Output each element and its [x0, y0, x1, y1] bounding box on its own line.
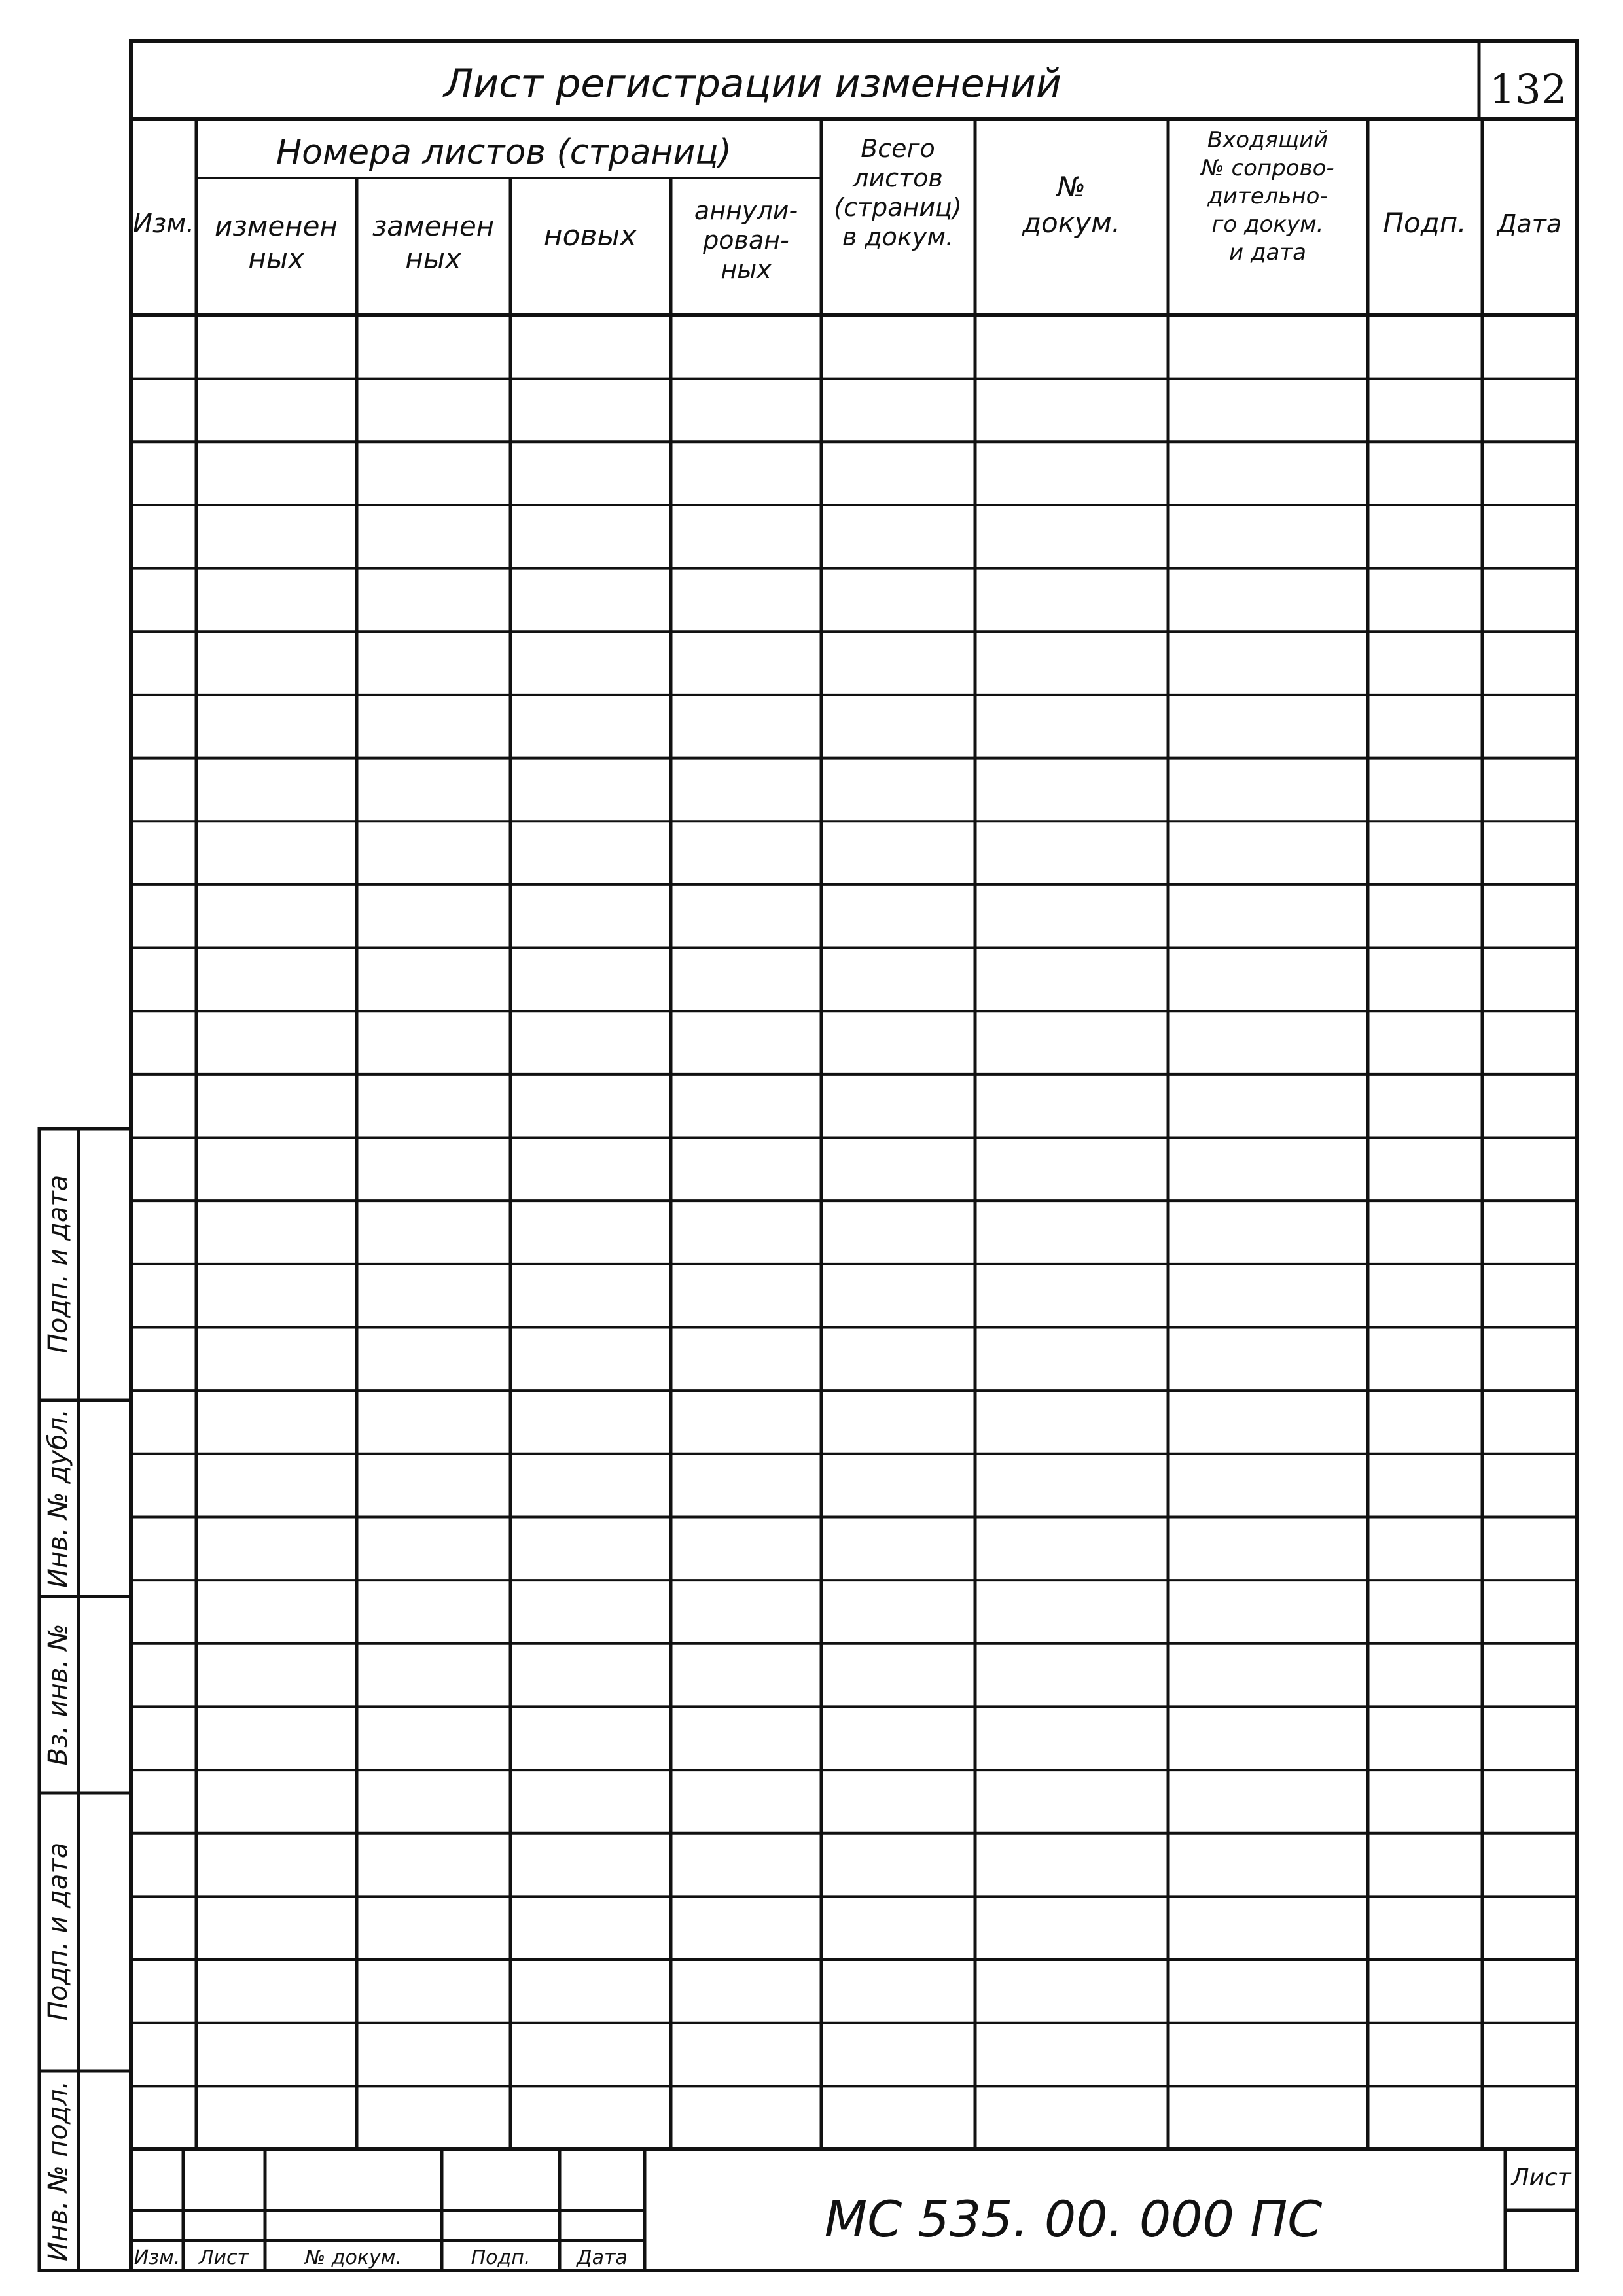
group-header-label: Номера листов (страниц) — [276, 133, 732, 172]
tb-list: Лист — [198, 2246, 249, 2269]
col-izmenennyh-line2: ных — [248, 243, 304, 275]
column-lines — [196, 119, 1482, 2149]
tb-data: Дата — [577, 2246, 628, 2269]
col-zamenennyh-line1: заменен — [372, 210, 495, 242]
col-novyh-label: новых — [543, 219, 637, 253]
outer-frame — [131, 41, 1577, 2270]
side-inv-podl: Инв. № подл. — [43, 2081, 73, 2261]
col-nomer-line1: № — [1057, 171, 1086, 203]
col-vhod-line5: и дата — [1229, 239, 1306, 266]
col-vsego-line1: Всего — [861, 134, 935, 163]
col-vhod-line3: дительно- — [1207, 183, 1328, 209]
col-vhod-line2: № сопрово- — [1201, 155, 1334, 181]
col-vsego-line2: листов — [853, 164, 943, 192]
col-vsego-line4: в докум. — [842, 222, 954, 251]
col-zamenennyh-line2: ных — [405, 243, 461, 275]
tb-sheet-label: Лист — [1511, 2164, 1571, 2191]
side-inv-dubl: Инв. № дубл. — [43, 1409, 73, 1588]
page-number: 132 — [1489, 65, 1567, 113]
col-vhod-line4: го докум. — [1211, 211, 1324, 238]
tb-n-dokum: № докум. — [305, 2246, 402, 2269]
col-nomer-line2: докум. — [1022, 207, 1120, 239]
col-podp-label: Подп. — [1383, 207, 1467, 239]
col-annul-line2: рован- — [703, 226, 789, 255]
col-vsego-line3: (страниц) — [834, 193, 962, 222]
col-data-label: Дата — [1497, 209, 1562, 238]
side-vzam-inv: Вз. инв. № — [43, 1623, 73, 1766]
tb-podp: Подп. — [471, 2246, 531, 2269]
side-podp-data-1: Подп. и дата — [43, 1842, 73, 2021]
document-designation: МС 535. 00. 000 ПС — [824, 2190, 1323, 2248]
col-izm-label: Изм. — [132, 209, 195, 239]
col-vhod-line1: Входящий — [1207, 127, 1329, 153]
tb-izm: Изм. — [134, 2246, 181, 2269]
col-annul-line3: ных — [721, 255, 772, 284]
col-annul-line1: аннули- — [694, 196, 798, 225]
side-podp-data-2: Подп. и дата — [43, 1174, 73, 1354]
table-rows — [131, 379, 1577, 2087]
sheet-title: Лист регистрации изменений — [444, 61, 1061, 107]
col-izmenennyh-line1: изменен — [215, 210, 338, 242]
